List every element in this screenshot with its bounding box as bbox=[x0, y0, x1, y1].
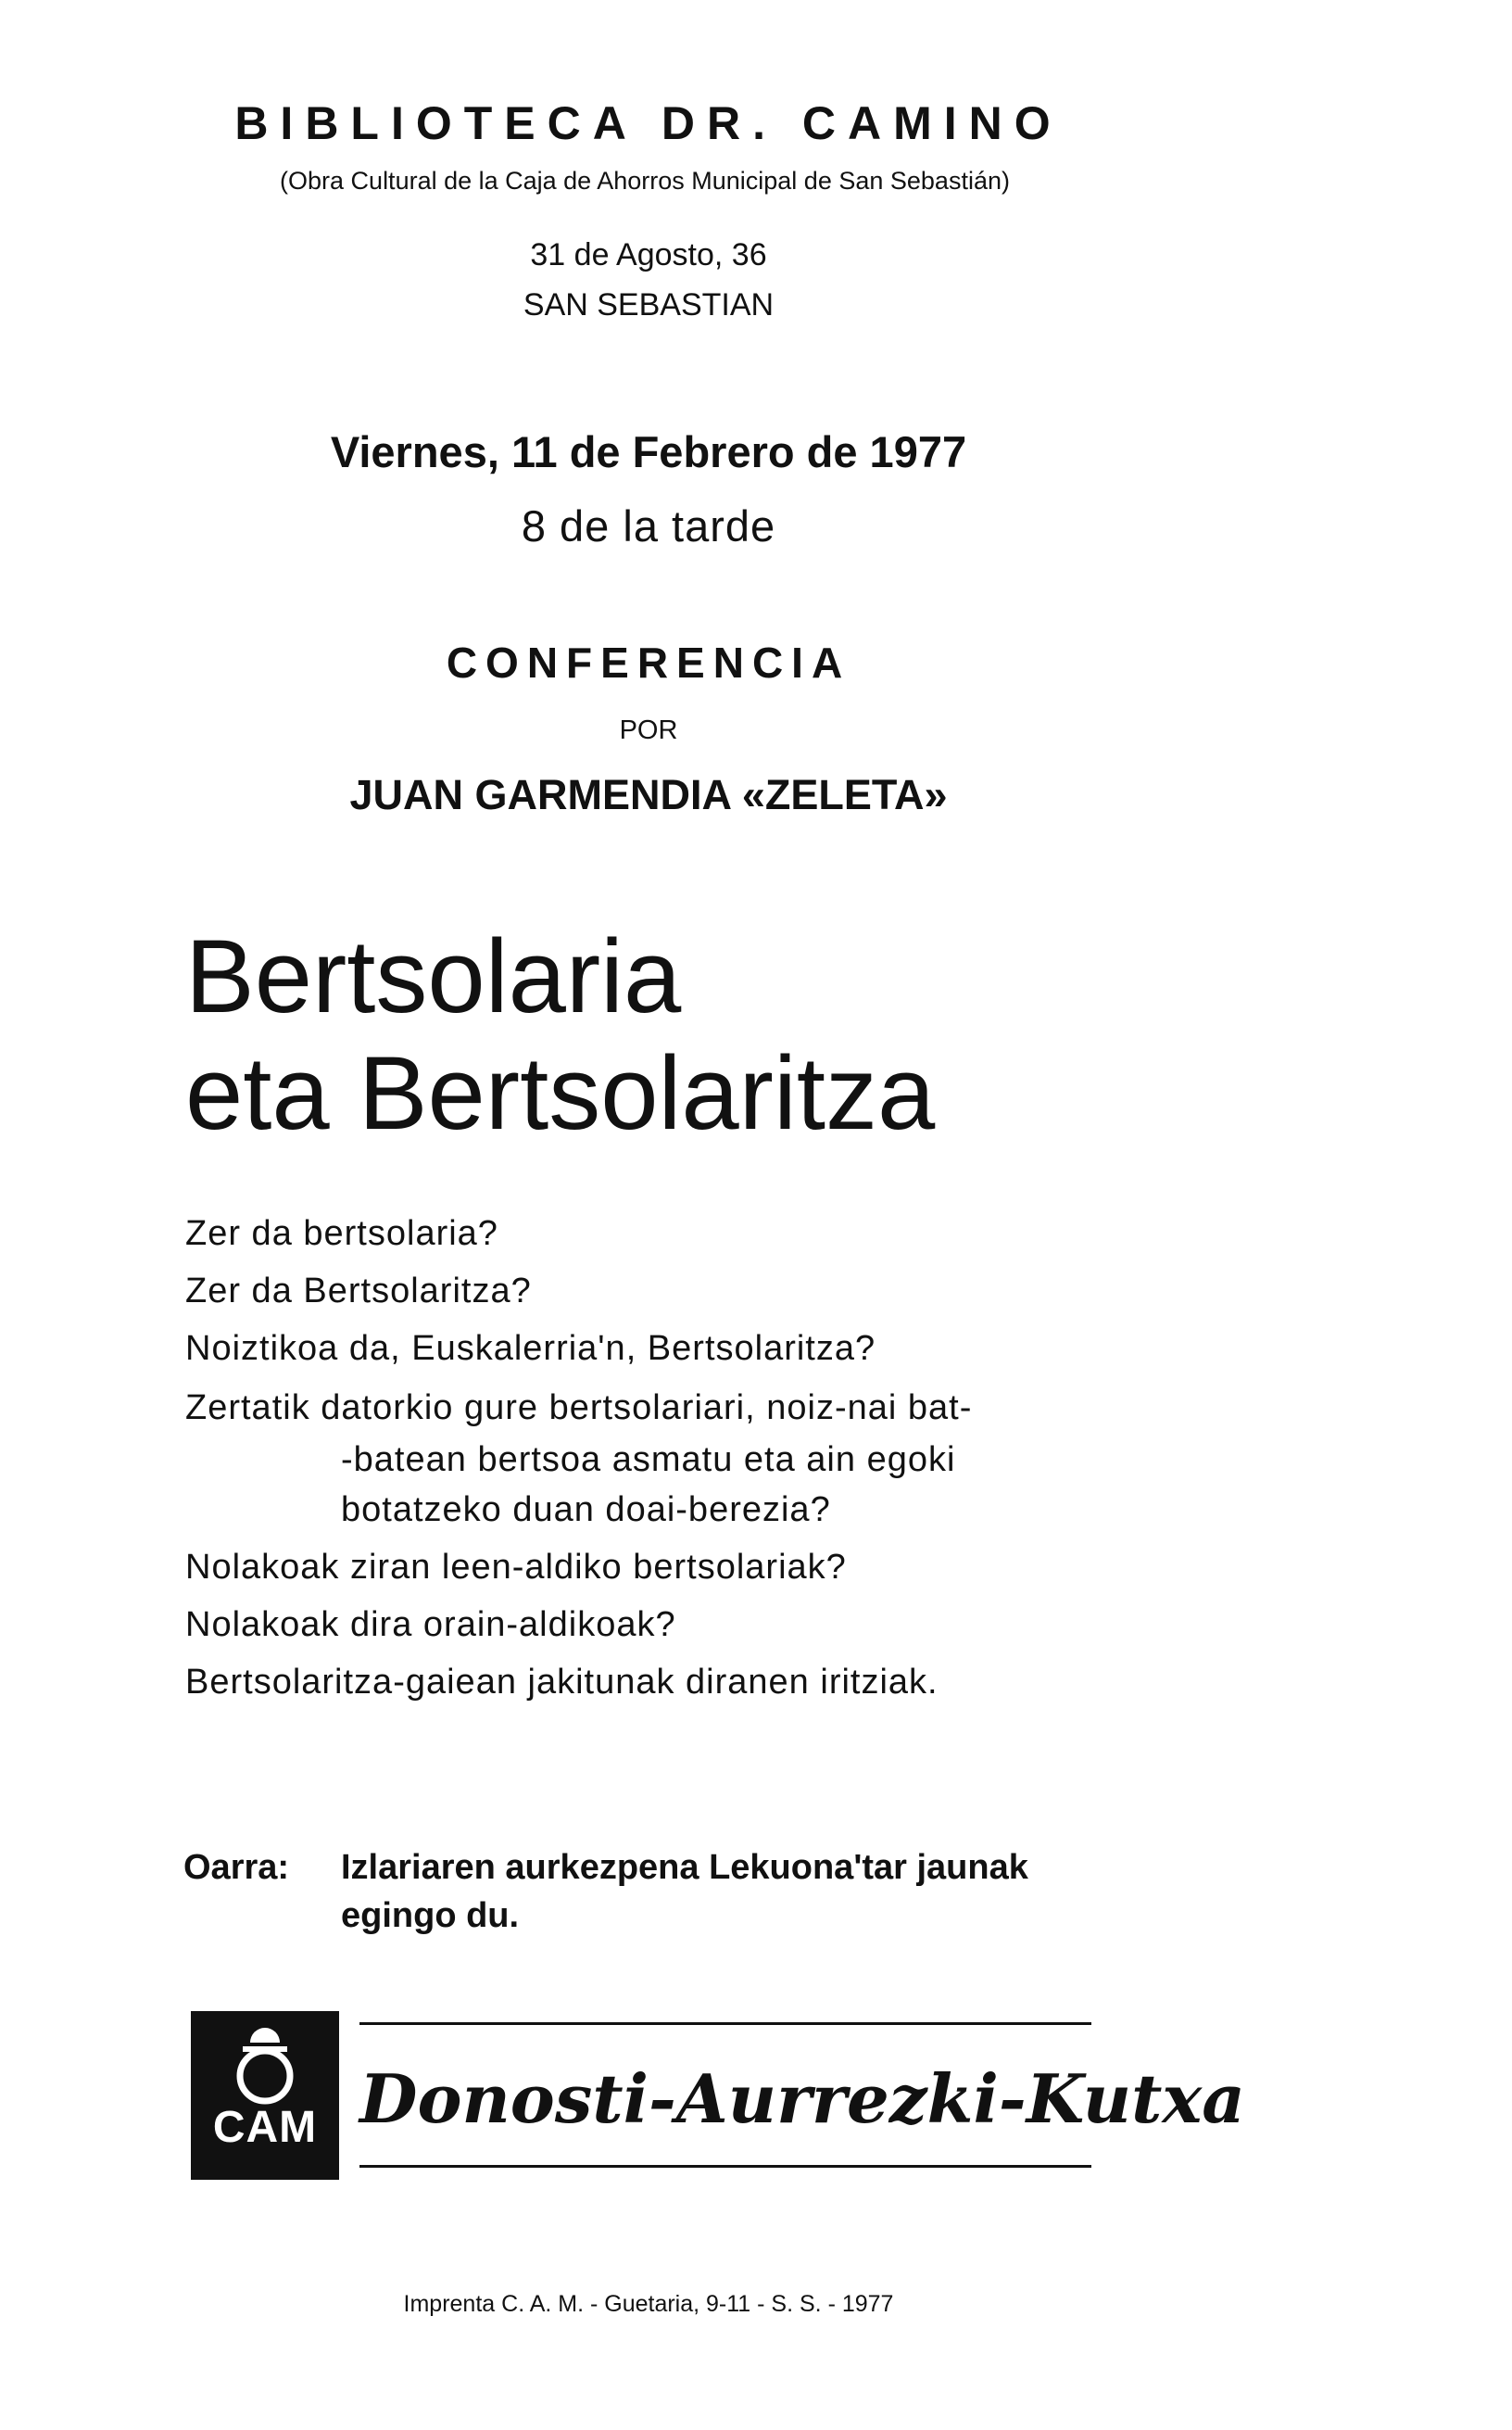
talk-title-line1: Bertsolaria bbox=[185, 918, 682, 1034]
library-subtitle: (Obra Cultural de la Caja de Ahorros Municipal de San Sebastián) bbox=[280, 167, 1010, 195]
question-item: Bertsolaritza-gaiean jakitunak diranen iritziak. bbox=[185, 1663, 939, 1702]
brand-name: Donosti-Aurrezki-Kutxa bbox=[359, 2059, 1245, 2138]
divider-top bbox=[359, 2022, 1091, 2025]
imprint: Imprenta C. A. M. - Guetaria, 9-11 - S. S. - 1977 bbox=[403, 2291, 894, 2317]
question-item: Nolakoak ziran leen-aldiko bertsolariak? bbox=[185, 1548, 847, 1587]
cam-logo bbox=[191, 2011, 339, 2180]
talk-title-line2: eta Bertsolaritza bbox=[185, 1035, 936, 1151]
event-by: POR bbox=[619, 715, 678, 745]
speaker-name: JUAN GARMENDIA «ZELETA» bbox=[349, 771, 948, 818]
question-item: Zer da Bertsolaritza? bbox=[185, 1272, 532, 1310]
note-text-line1: Izlariaren aurkezpena Lekuona'tar jaunak bbox=[341, 1848, 1028, 1887]
question-item: Nolakoak dira orain-aldikoak? bbox=[185, 1605, 676, 1644]
question-item: Noiztikoa da, Euskalerria'n, Bertsolaritza? bbox=[185, 1329, 876, 1368]
cam-emblem-icon bbox=[191, 2011, 339, 2180]
address-street: 31 de Agosto, 36 bbox=[530, 237, 767, 272]
note-text-line2: egingo du. bbox=[341, 1896, 520, 1935]
event-date: Viernes, 11 de Febrero de 1977 bbox=[330, 427, 967, 476]
question-item: Zertatik datorkio gure bertsolariari, noiz-nai bat- bbox=[185, 1388, 973, 1427]
cam-logo-text: CAM bbox=[212, 2103, 318, 2152]
event-type: CONFERENCIA bbox=[446, 639, 851, 687]
address-city: SAN SEBASTIAN bbox=[523, 287, 775, 323]
question-item: Zer da bertsolaria? bbox=[185, 1214, 498, 1253]
divider-bottom bbox=[359, 2165, 1091, 2168]
note-label: Oarra: bbox=[183, 1848, 290, 1887]
question-item-continued: botatzeko duan doai-berezia? bbox=[341, 1490, 831, 1529]
library-name: BIBLIOTECA DR. CAMINO bbox=[234, 97, 1063, 149]
question-item-continued: -batean bertsoa asmatu eta ain egoki bbox=[341, 1440, 956, 1479]
event-time: 8 de la tarde bbox=[521, 501, 776, 551]
